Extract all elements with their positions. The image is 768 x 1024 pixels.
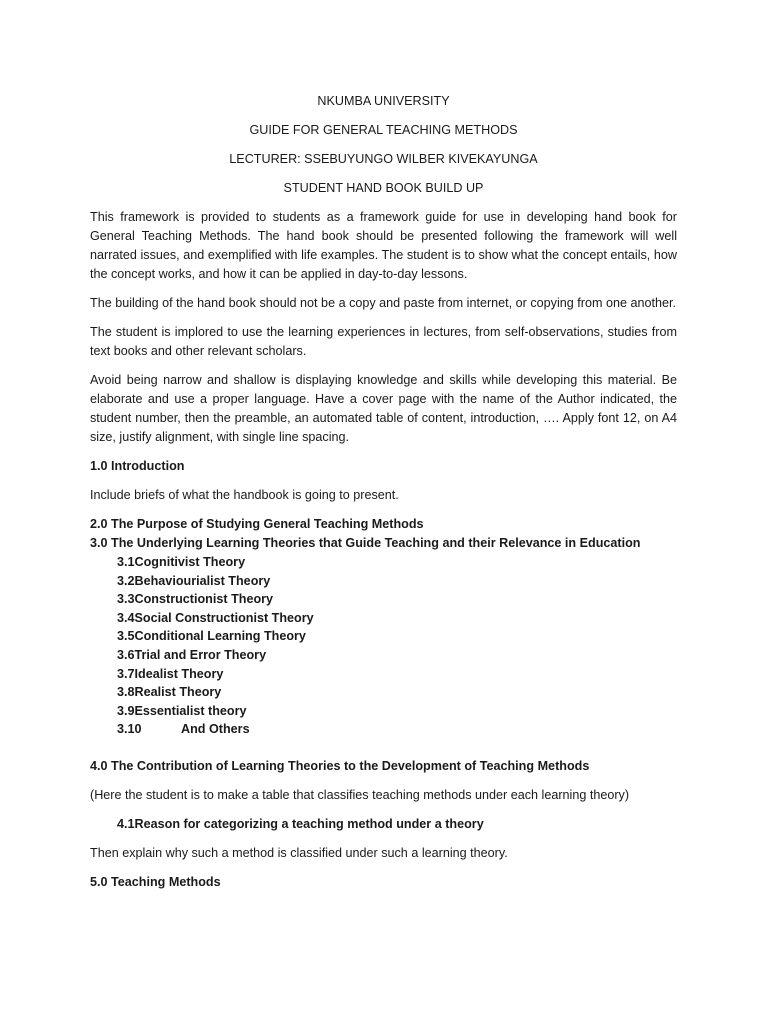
guide-title: GUIDE FOR GENERAL TEACHING METHODS [249, 123, 518, 137]
section-5-heading: 5.0 Teaching Methods [90, 874, 221, 889]
item-number: 3.3 [117, 592, 135, 607]
document-subtitle: STUDENT HAND BOOK BUILD UP [283, 181, 484, 195]
list-item [117, 627, 677, 646]
lecturer-line: LECTURER: SSEBUYUNGO WILBER KIVEKAYUNGA [229, 152, 538, 166]
item-label: Trial and Error Theory [134, 647, 267, 662]
copy-warning-paragraph: The building of the hand book should not be a copy and paste from internet, or copying from one another. [90, 296, 676, 310]
item-number: 3.4 [117, 610, 135, 625]
item-number: 3.2 [117, 573, 135, 588]
item-label: Behaviourialist Theory [134, 573, 271, 588]
item-label: Cognitivist Theory [134, 555, 246, 569]
theories-list [90, 553, 677, 739]
item-label: Realist Theory [134, 685, 222, 700]
item-number: 3.7 [117, 666, 135, 681]
item-number: 3.9 [117, 703, 135, 718]
item-label: Idealist Theory [134, 666, 224, 681]
item-number: 3.10 [117, 722, 142, 737]
item-number: 3.1 [117, 555, 135, 569]
item-label: Conditional Learning Theory [134, 629, 306, 644]
sources-paragraph: The student is implored to use the learning experiences in lectures, from self-observations, studies from text books and other relevant scholars. [90, 325, 677, 358]
list-item [117, 553, 677, 572]
section-2-heading: 2.0 The Purpose of Studying General Teaching Methods [90, 517, 424, 531]
list-item [117, 590, 677, 609]
item-number: 3.6 [117, 647, 135, 662]
item-label: Essentialist theory [134, 703, 247, 718]
item-number: 3.8 [117, 685, 135, 700]
item-number: 3.5 [117, 629, 135, 644]
list-item [117, 572, 677, 591]
list-item [117, 609, 677, 628]
item-label: Constructionist Theory [134, 592, 274, 607]
section-3-heading: 3.0 The Underlying Learning Theories that Guide Teaching and their Relevance in Education [90, 536, 641, 550]
section-4-1-title: Reason for categorizing a teaching method under a theory [134, 816, 484, 831]
university-title: NKUMBA UNIVERSITY [317, 94, 450, 108]
list-item [117, 702, 677, 721]
list-item [117, 683, 677, 702]
formatting-paragraph: Avoid being narrow and shallow is displaying knowledge and skills while developing this material. Be elaborate and use a proper language. Have a cover page with the name of the Author indicated, the student number, then the preamble, an automated table of content, introduction, …. Apply font 12, on A4 size, justify alignment, with single line spacing. [90, 373, 677, 444]
section-4-heading: 4.0 The Contribution of Learning Theories to the Development of Teaching Methods [90, 758, 590, 773]
intro-paragraph: This framework is provided to students as a framework guide for use in developing hand book for General Teaching Methods. The hand book should be presented following the framework will well narrated issues, and exemplified with life examples. The student is to show what the concept entails, how the concept works, and how it can be applied in day-to-day lessons. [90, 210, 677, 281]
section-4-1-number: 4.1 [117, 816, 135, 831]
item-label: And Others [181, 722, 250, 737]
document-page [90, 92, 677, 892]
list-item [117, 646, 677, 665]
section-1-heading: 1.0 Introduction [90, 459, 185, 473]
list-item [117, 720, 677, 739]
item-label: Social Constructionist Theory [134, 610, 314, 625]
section-1-text: Include briefs of what the handbook is going to present. [90, 488, 399, 502]
list-item [117, 665, 677, 684]
section-4-1-text: Then explain why such a method is classified under such a learning theory. [90, 845, 508, 860]
section-4-text: (Here the student is to make a table that classifies teaching methods under each learning theory) [90, 787, 630, 802]
section-4-1-heading [90, 815, 677, 834]
